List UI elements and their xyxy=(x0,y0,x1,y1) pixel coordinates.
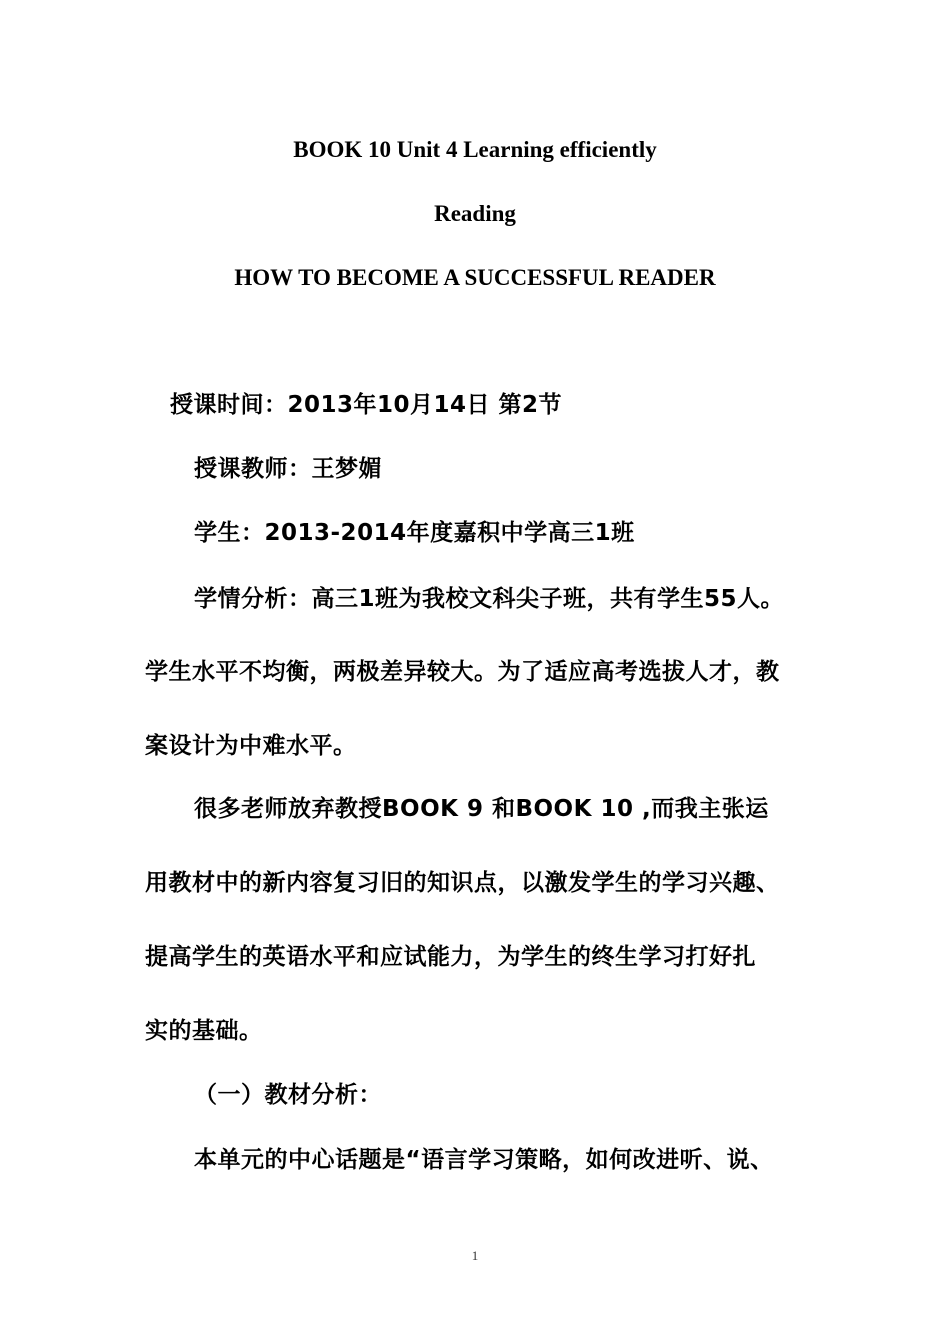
page-number: 1 xyxy=(471,1248,479,1263)
analysis-line-2: 学生水平不均衡，两极差异较大。为了适应高考选拔人才，教 xyxy=(145,659,780,685)
section1-line-1: 本单元的中心话题是“语言学习策略，如何改进听、说、 xyxy=(194,1147,774,1173)
lesson-students: 学生：2013-2014年度嘉积中学高三1班 xyxy=(194,520,635,546)
lesson-time: 授课时间：2013年10月14日 第2节 xyxy=(170,392,563,418)
section1-heading: （一）教材分析： xyxy=(194,1082,382,1108)
analysis-line-3: 案设计为中难水平。 xyxy=(145,733,357,759)
paragraph2-line-4: 实的基础。 xyxy=(145,1018,263,1044)
document-title: BOOK 10 Unit 4 Learning efficiently xyxy=(293,137,657,162)
paragraph2-line-2: 用教材中的新内容复习旧的知识点，以激发学生的学习兴趣、 xyxy=(145,870,780,896)
paragraph2-line-3: 提高学生的英语水平和应试能力，为学生的终生学习打好扎 xyxy=(145,944,756,970)
lesson-teacher: 授课教师：王梦媚 xyxy=(194,456,382,482)
analysis-line-1: 学情分析：高三1班为我校文科尖子班，共有学生55人。 xyxy=(194,586,785,612)
paragraph2-line-1: 很多老师放弃教授BOOK 9 和BOOK 10 ,而我主张运 xyxy=(194,796,769,822)
section-title-reading: Reading xyxy=(434,201,516,226)
article-title: HOW TO BECOME A SUCCESSFUL READER xyxy=(234,265,716,290)
